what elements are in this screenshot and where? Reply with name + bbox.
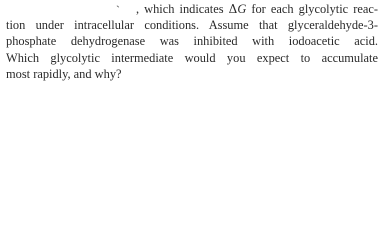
textbook-page-excerpt [0,0,384,91]
text-line-3: phosphate dehydrogenase was inhibited with iodoacetic acid. [6,34,378,49]
text-line-2: tion under intracellular conditions. Assume that glyceraldehyde-3- [6,18,378,33]
text-line-4: Which glycolytic intermediate would you expect to accumulate [6,50,378,65]
gibbs-g-symbol: G [237,2,247,16]
text-line-1 [6,1,378,17]
line-1-prefix: , which indicates [136,2,229,16]
line-1-suffix: for each glycolytic reac- [246,2,378,16]
question-paragraph [6,1,378,82]
cutoff-mark: ˋ [116,3,120,17]
text-line-5: most rapidly, and why? [6,66,122,81]
delta-symbol: Δ [228,2,238,16]
